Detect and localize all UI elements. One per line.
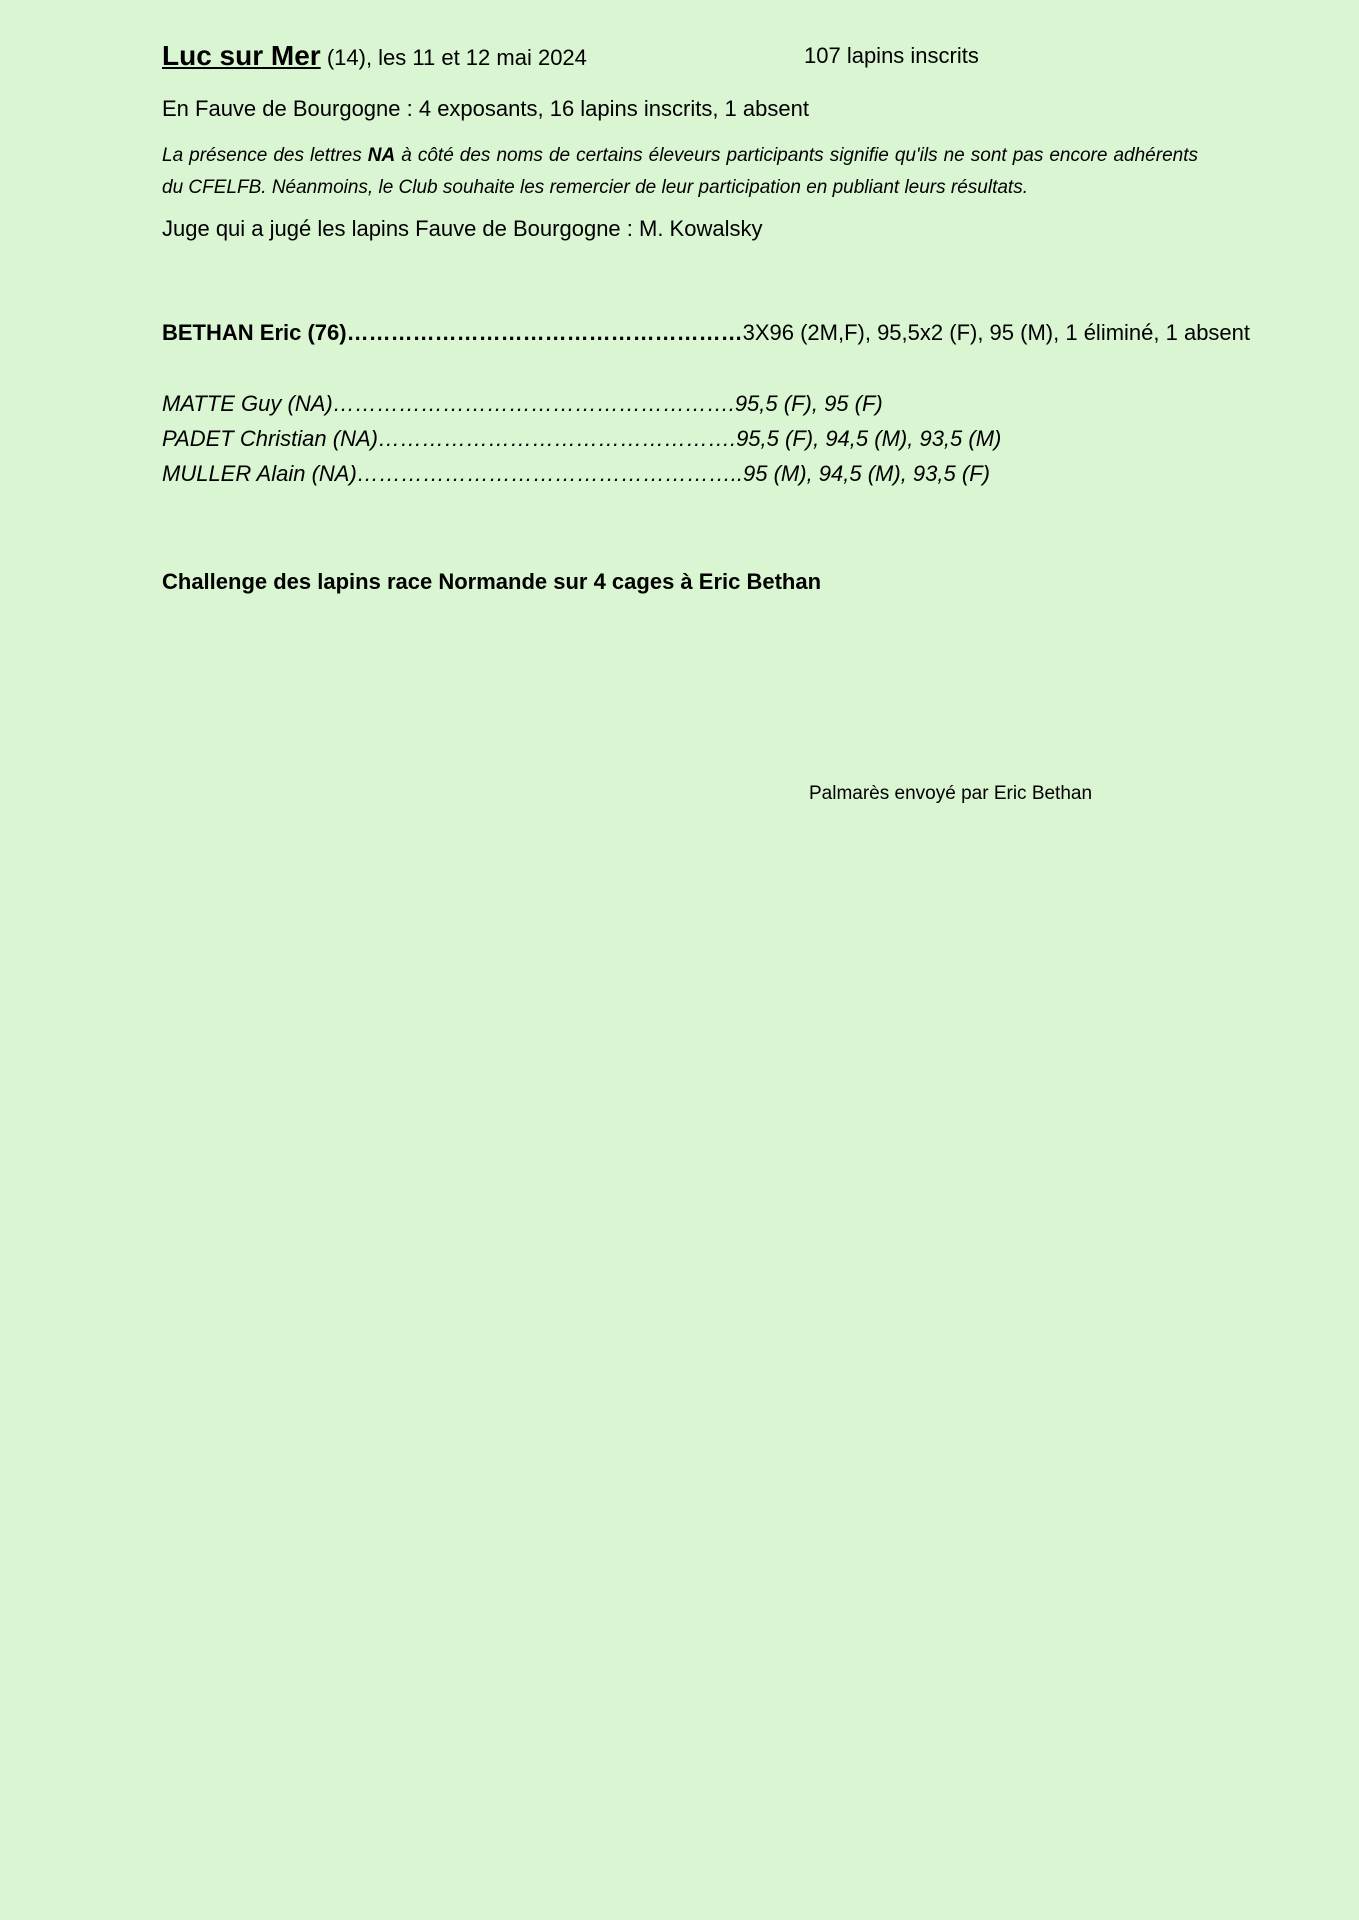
header-line (162, 36, 1198, 76)
result-row: PADET Christian (NA)………………………………………….95,5 (F), 94,5 (M), 93,5 (M) (162, 426, 1002, 451)
result-row: MULLER Alain (NA)……………………………………………..95 (M), 94,5 (M), 93,5 (F) (162, 461, 990, 486)
na-note-intro: La présence des lettres (162, 145, 368, 166)
document-page (162, 36, 1251, 804)
challenge-line: Challenge des lapins race Normande sur 4 cages à Eric Bethan (162, 569, 822, 594)
breeder-name: BETHAN Eric (76)……………………………………………… (162, 320, 743, 345)
total-inscrits: 107 lapins inscrits (804, 43, 979, 68)
breed-summary: En Fauve de Bourgogne : 4 exposants, 16 lapins inscrits, 1 absent (162, 96, 809, 121)
results-list (162, 386, 1198, 491)
result-row: MATTE Guy (NA)……………………………………………….95,5 (F), 95 (F) (162, 391, 883, 416)
breeder-scores: 3X96 (2M,F), 95,5x2 (F), 95 (M), 1 éliminé, 1 absent (742, 320, 1251, 345)
judge-line: Juge qui a jugé les lapins Fauve de Bourgogne : M. Kowalsky (162, 216, 763, 241)
show-place-title: Luc sur Mer (162, 40, 321, 71)
na-note (162, 140, 1198, 204)
na-abbreviation: NA (367, 145, 396, 166)
na-note-body: à côté des noms de certains éleveurs participants signifie qu'ils ne sont pas encore adhérents du CFELFB. Néanmoins, le Club souhaite les remercier de leur participation en publiant leurs résultats. (162, 145, 1198, 198)
sender-line: Palmarès envoyé par Eric Bethan (809, 783, 1093, 804)
result-row-main (162, 318, 1251, 348)
show-date: (14), les 11 et 12 mai 2024 (320, 45, 587, 70)
